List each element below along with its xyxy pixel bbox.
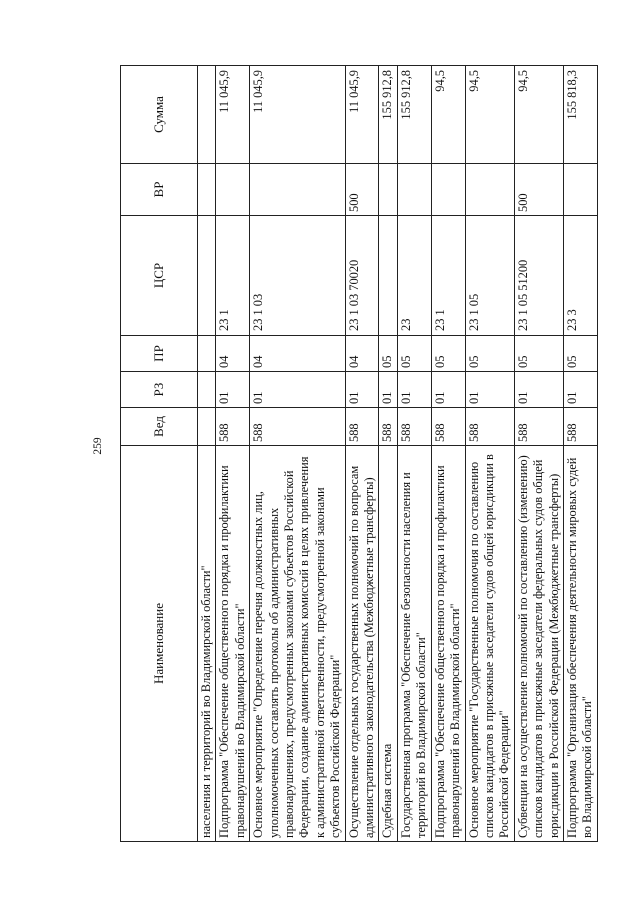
col-header-pr: ПР	[121, 336, 198, 372]
cell-rz: 01	[563, 372, 597, 408]
cell-name: населения и территорий во Владимирской области"	[198, 446, 216, 842]
cell-vr	[431, 164, 465, 216]
cell-rz: 01	[379, 372, 397, 408]
budget-table	[120, 65, 598, 842]
cell-sum: 155 818,3	[563, 66, 597, 164]
cell-name: Подпрограмма "Обеспечение общественного порядка и профилактики правонарушений во Владимирской области"	[431, 446, 465, 842]
cell-rz: 01	[514, 372, 563, 408]
cell-pr: 04	[216, 336, 250, 372]
table-row	[379, 66, 397, 842]
cell-ved: 588	[563, 408, 597, 446]
cell-csr: 23 1 05 51200	[514, 216, 563, 336]
cell-ved: 588	[465, 408, 514, 446]
cell-vr	[216, 164, 250, 216]
col-header-name: Наименование	[121, 446, 198, 842]
cell-vr: 500	[345, 164, 379, 216]
cell-csr: 23 1 03 70020	[345, 216, 379, 336]
cell-name: Основное мероприятие "Определение перечня должностных лиц, уполномоченных составлять протоколы об административных правонарушениях, предусмотренных законами субъектов Российской Федерации, создание административных комиссий в целях привлечения к административной ответственности, предусмотренной законами субъектов Российской Федерации"	[250, 446, 345, 842]
cell-vr	[379, 164, 397, 216]
cell-pr: 05	[379, 336, 397, 372]
cell-sum: 155 912,8	[379, 66, 397, 164]
cell-name: Подпрограмма "Организация обеспечения деятельности мировых судей во Владимирской области"	[563, 446, 597, 842]
cell-rz: 01	[431, 372, 465, 408]
col-header-rz: РЗ	[121, 372, 198, 408]
cell-ved: 588	[514, 408, 563, 446]
cell-rz: 01	[465, 372, 514, 408]
cell-name: Основное мероприятие "Государственные полномочия по составлению списков кандидатов в присяжные заседатели судов общей юрисдикции в Российской Федерации"	[465, 446, 514, 842]
col-header-ved: Вед	[121, 408, 198, 446]
cell-sum: 94,5	[465, 66, 514, 164]
cell-ved	[198, 408, 216, 446]
cell-rz: 01	[250, 372, 345, 408]
cell-name: Подпрограмма "Обеспечение общественного порядка и профилактики правонарушений во Владимирской области"	[216, 446, 250, 842]
cell-pr: 04	[345, 336, 379, 372]
cell-pr	[198, 336, 216, 372]
cell-sum: 11 045,9	[250, 66, 345, 164]
cell-vr	[198, 164, 216, 216]
page-number: 259	[92, 437, 104, 455]
cell-pr: 05	[397, 336, 431, 372]
table-row	[216, 66, 250, 842]
cell-pr: 05	[563, 336, 597, 372]
cell-ved: 588	[216, 408, 250, 446]
cell-name: Субвенции на осуществление полномочий по составлению (изменению) списков кандидатов в присяжные заседатели федеральных судов общей юрисдикции в Российской Федерации (Межбюджетные трансферты)	[514, 446, 563, 842]
cell-name: Осуществление отдельных государственных полномочий по вопросам административного законодательства (Межбюджетные трансферты)	[345, 446, 379, 842]
cell-ved: 588	[250, 408, 345, 446]
cell-csr: 23 1	[216, 216, 250, 336]
cell-sum: 11 045,9	[216, 66, 250, 164]
cell-vr	[397, 164, 431, 216]
table-row	[465, 66, 514, 842]
cell-csr: 23 1	[431, 216, 465, 336]
cell-ved: 588	[431, 408, 465, 446]
cell-csr: 23 1 05	[465, 216, 514, 336]
table-row	[345, 66, 379, 842]
col-header-vr: ВР	[121, 164, 198, 216]
table-row	[198, 66, 216, 842]
col-header-csr: ЦСР	[121, 216, 198, 336]
cell-csr: 23	[397, 216, 431, 336]
cell-sum: 94,5	[514, 66, 563, 164]
cell-rz: 01	[397, 372, 431, 408]
cell-rz: 01	[345, 372, 379, 408]
cell-sum: 11 045,9	[345, 66, 379, 164]
rotated-page	[120, 66, 618, 842]
cell-ved: 588	[379, 408, 397, 446]
table-row	[514, 66, 563, 842]
table-header-row	[121, 66, 198, 842]
cell-vr	[465, 164, 514, 216]
cell-sum	[198, 66, 216, 164]
table-row	[431, 66, 465, 842]
cell-vr: 500	[514, 164, 563, 216]
cell-rz: 01	[216, 372, 250, 408]
cell-sum: 155 912,8	[397, 66, 431, 164]
cell-name: Судебная система	[379, 446, 397, 842]
cell-sum: 94,5	[431, 66, 465, 164]
col-header-sum: Сумма	[121, 66, 198, 164]
cell-name: Государственная программа "Обеспечение безопасности населения и территорий во Владимирской области"	[397, 446, 431, 842]
cell-vr	[563, 164, 597, 216]
table-row	[250, 66, 345, 842]
cell-csr	[198, 216, 216, 336]
cell-ved: 588	[397, 408, 431, 446]
cell-ved: 588	[345, 408, 379, 446]
cell-rz	[198, 372, 216, 408]
table-row	[563, 66, 597, 842]
table-row	[397, 66, 431, 842]
cell-csr: 23 1 03	[250, 216, 345, 336]
cell-vr	[250, 164, 345, 216]
cell-pr: 05	[431, 336, 465, 372]
cell-csr	[379, 216, 397, 336]
cell-pr: 05	[465, 336, 514, 372]
cell-csr: 23 3	[563, 216, 597, 336]
cell-pr: 05	[514, 336, 563, 372]
cell-pr: 04	[250, 336, 345, 372]
